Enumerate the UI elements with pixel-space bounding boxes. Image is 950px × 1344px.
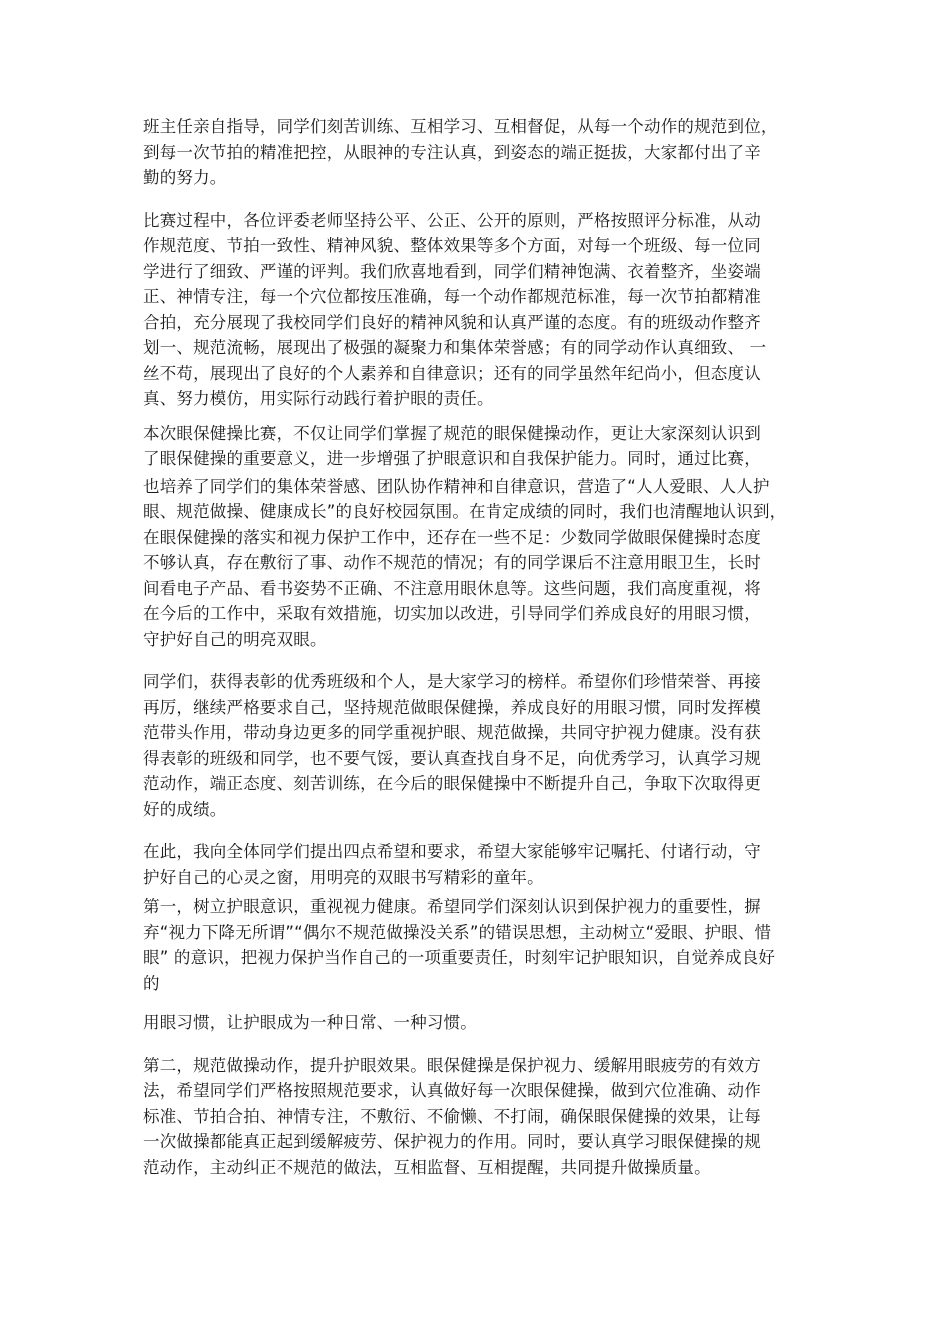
text-line: 比赛过程中，各位评委老师坚持公平、公正、公开的原则，严格按照评分标准，从动 [143,210,761,230]
text-line: 范动作，端正态度、刻苦训练，在今后的眼保健操中不断提升自己，争取下次取得更 [143,774,761,793]
text-line: 眼、规范做操、健康成长”的良好校园氛围。在肯定成绩的同时，我们也清醒地认识到， [143,502,787,521]
paragraph-first-requirement-cont [143,1010,823,1036]
text-line: 在此，我向全体同学们提出四点希望和要求，希望大家能够牢记嘱托、付诸行动，守 [143,842,761,861]
text-line: 得表彰的班级和同学，也不要气馁，要认真查找自身不足，向优秀学习，认真学习规 [143,748,761,768]
text-line: 法，希望同学们严格按照规范要求，认真做好每一次眼保健操，做到穴位准确、动作 [143,1081,761,1100]
paragraph-role-models [143,669,823,822]
text-line: 守护好自己的明亮双眼。 [143,629,327,649]
text-line: 班主任亲自指导，同学们刻苦训练、互相学习、互相督促，从每一个动作的规范到位， [143,117,778,136]
text-line: 也培养了同学们的集体荣誉感、团队协作精神和自律意识，营造了“人人爱眼、人人护 [143,476,770,496]
text-line: 合拍，充分展现了我校同学们良好的精神风貌和认真严谨的态度。有的班级动作整齐 [143,312,761,332]
text-line: 丝不苟，展现出了良好的个人素养和自律意识；还有的同学虽然年纪尚小，但态度认 [143,363,761,383]
paragraph-four-requirements [143,839,823,890]
text-line: 第一，树立护眼意识，重视视力健康。希望同学们深刻认识到保护视力的重要性，摒 [143,897,761,916]
text-line: 同学们，获得表彰的优秀班级和个人，是大家学习的榜样。希望你们珍惜荣誉、再接 [143,672,761,691]
text-line: 的 [143,973,160,993]
text-line: 再厉，继续严格要求自己，坚持规范做眼保健操，养成良好的用眼习惯，同时发挥模 [143,697,761,717]
text-line: 勤的努力。 [143,168,227,187]
text-line: 弃“视力下降无所谓”“偶尔不规范做操没关系”的错误思想，主动树立“爱眼、护眼、惜 [143,922,772,942]
text-line: 一次做操都能真正起到缓解疲劳、保护视力的作用。同时，要认真学习眼保健操的规 [143,1132,761,1151]
text-line: 了眼保健操的重要意义，进一步增强了护眼意识和自我保护能力。同时，通过比赛， [143,449,761,468]
text-line: 范动作，主动纠正不规范的做法，互相监督、互相提醒，共同提升做操质量。 [143,1157,711,1177]
paragraph-first-requirement [143,894,823,996]
text-line: 划一、规范流畅，展现出了极强的凝聚力和集体荣誉感；有的同学动作认真细致、 一 [143,338,767,357]
text-line: 正、神情专注，每一个穴位都按压准确，每一个动作都规范标准，每一次节拍都精准 [143,287,761,306]
text-line: 在今后的工作中，采取有效措施，切实加以改进，引导同学们养成良好的用眼习惯， [143,604,761,623]
paragraph-significance [143,421,823,472]
paragraph-competition-process [143,208,823,412]
text-line: 本次眼保健操比赛，不仅让同学们掌握了规范的眼保健操动作，更让大家深刻认识到 [143,423,761,443]
text-line: 范带头作用，带动身边更多的同学重视护眼、规范做操，共同守护视力健康。没有获 [143,723,761,742]
text-line: 不够认真，存在敷衍了事、动作不规范的情况；有的同学课后不注意用眼卫生，长时 [143,553,761,572]
text-line: 标准、节拍合拍、神情专注，不敷衍、不偷懒、不打闹，确保眼保健操的效果，让每 [143,1106,761,1126]
text-line: 作规范度、节拍一致性、精神风貌、整体效果等多个方面，对每一个班级、每一位同 [143,236,761,255]
text-line: 第二，规范做操动作，提升护眼效果。眼保健操是保护视力、缓解用眼疲劳的有效方 [143,1055,761,1075]
paragraph-second-requirement [143,1053,823,1181]
text-line: 眼” 的意识，把视力保护当作自己的一项重要责任，时刻牢记护眼知识，自觉养成良好 [143,948,776,967]
text-line: 到每一次节拍的精准把控，从眼神的专注认真，到姿态的端正挺拔，大家都付出了辛 [143,142,761,162]
text-line: 好的成绩。 [143,799,227,819]
text-line: 间看电子产品、看书姿势不正确、不注意用眼休息等。这些问题，我们高度重视，将 [143,578,761,598]
paragraph-shortcomings [143,474,823,653]
text-line: 用眼习惯，让护眼成为一种日常、一种习惯。 [143,1013,477,1032]
text-line: 护好自己的心灵之窗，用明亮的双眼书写精彩的童年。 [143,867,544,887]
text-line: 学进行了细致、严谨的评判。我们欣喜地看到，同学们精神饱满、衣着整齐，坐姿端 [143,261,761,281]
paragraph-training [143,114,823,191]
document-body [143,114,823,1180]
text-line: 真、努力模仿，用实际行动践行着护眼的责任。 [143,389,494,408]
text-line: 在眼保健操的落实和视力保护工作中，还存在一些不足：少数同学做眼保健操时态度 [143,527,761,547]
